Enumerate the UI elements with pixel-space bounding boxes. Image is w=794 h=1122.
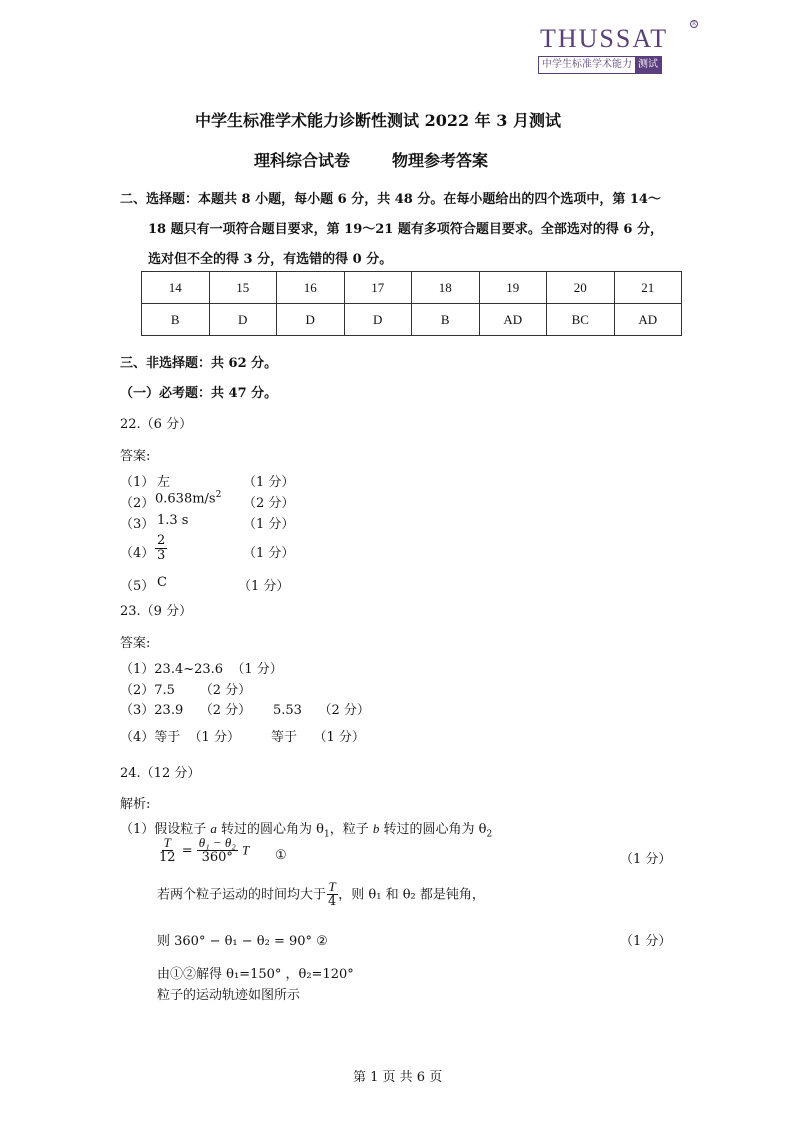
q24-p1-a: （1）假设粒子 xyxy=(120,822,211,837)
q22-a5-points: （1 分） xyxy=(238,579,290,594)
table-cell: D xyxy=(277,304,345,336)
page-footer: 第 1 页 共 6 页 xyxy=(353,1070,443,1085)
table-cell: D xyxy=(209,304,277,336)
logo-wordmark: THUSSAT xyxy=(540,24,669,53)
q22-a2-number: （2） xyxy=(120,496,155,511)
eq1-denominator: 12 xyxy=(159,850,176,866)
q24-label: 解析: xyxy=(120,797,151,812)
q22-a2-exponent: 2 xyxy=(215,490,222,500)
q24-var-a: a xyxy=(210,821,217,836)
q24-title: 24.（12 分） xyxy=(120,766,201,781)
registered-mark-icon: R xyxy=(690,20,698,28)
q24-p2-a: 若两个粒子运动的时间均大于 xyxy=(157,887,327,903)
table-cell: BC xyxy=(547,304,615,336)
required-heading: （一）必考题：共 47 分。 xyxy=(120,386,278,401)
table-cell: 21 xyxy=(614,272,682,304)
table-cell: 15 xyxy=(209,272,277,304)
q22-a4-points: （1 分） xyxy=(243,546,295,561)
q22-a1-points: （1 分） xyxy=(243,475,295,490)
q23-a4-left: （4）等于 （1 分） xyxy=(120,730,240,745)
table-cell: 17 xyxy=(344,272,412,304)
table-cell: 20 xyxy=(547,272,615,304)
q24-p4: 粒子的运动轨迹如图所示 xyxy=(157,988,301,1003)
q22-title: 22.（6 分） xyxy=(120,417,193,432)
page-title: 中学生标准学术能力诊断性测试 2022 年 3 月测试 xyxy=(195,111,561,130)
logo-tagline xyxy=(538,56,662,74)
table-cell: 14 xyxy=(142,272,210,304)
eq1-numerator: T xyxy=(163,835,171,850)
q23-a2: （2）7.5 （2 分） xyxy=(120,683,252,698)
q22-a4-fraction xyxy=(155,534,167,564)
q23-a4-right: 等于 （1 分） xyxy=(271,730,365,745)
q24-p2 xyxy=(157,880,485,910)
q23-a1: （1）23.4~23.6 （1 分） xyxy=(120,662,283,677)
section2-line2: 18 题只有一项符合题目要求，第 19～21 题有多项符合题目要求。全部选对的得 6 分， xyxy=(148,222,663,237)
eq1-right-denominator: 360° xyxy=(201,850,233,866)
q22-a2-value xyxy=(155,490,221,506)
q24-equation-1 xyxy=(157,836,249,866)
table-cell: 19 xyxy=(479,272,547,304)
section3-heading: 三、非选择题：共 62 分。 xyxy=(120,356,278,371)
table-cell: 16 xyxy=(277,272,345,304)
logo-tagline-right: 测试 xyxy=(635,57,661,73)
q22-a3-number: （3） xyxy=(120,517,155,532)
q24-sub2: 2 xyxy=(486,829,493,840)
answer-row xyxy=(142,304,682,336)
subtitle-left: 理科综合试卷 xyxy=(254,151,351,170)
q24-p1-d: 转过的圆心角为 θ xyxy=(379,822,487,837)
eq1-mark: ① xyxy=(275,848,287,863)
q22-a2-points: （2 分） xyxy=(243,496,295,511)
p2-denominator: 4 xyxy=(328,894,337,910)
q24-equation-2: 则 360° − θ₁ − θ₂ = 90° ② xyxy=(157,934,328,949)
q22-a5-value: C xyxy=(157,575,167,590)
section2-line1: 二、选择题：本题共 8 小题，每小题 6 分，共 48 分。在每小题给出的四个选项中，第 14～ xyxy=(120,192,661,207)
q22-answer-label: 答案: xyxy=(120,449,151,464)
question-number-row xyxy=(142,272,682,304)
eq1-tail: T xyxy=(241,842,250,858)
q24-p3: 由①②解得 θ₁=150° ，θ₂=120° xyxy=(157,967,354,982)
table-cell: 18 xyxy=(412,272,480,304)
q23-title: 23.（9 分） xyxy=(120,604,193,619)
section2-line3: 选对但不全的得 3 分，有选错的得 0 分。 xyxy=(148,252,393,267)
fraction-denominator: 3 xyxy=(157,548,166,564)
eq1-right-numerator: θ₁ − θ₂ xyxy=(198,835,236,850)
q22-a1-number: （1） xyxy=(120,475,155,490)
q22-a5-number: （5） xyxy=(120,579,155,594)
table-cell: AD xyxy=(614,304,682,336)
q24-p1-b: 转过的圆心角为 θ xyxy=(216,822,324,837)
q24-sub1: 1 xyxy=(324,829,330,840)
q24-p1-c: ，粒子 xyxy=(329,822,373,837)
q23-a3-right: 5.53 （2 分） xyxy=(273,703,370,718)
table-cell: D xyxy=(344,304,412,336)
q23-a3-left: （3）23.9 （2 分） xyxy=(120,703,252,718)
subtitle-right: 物理参考答案 xyxy=(392,151,489,170)
q22-a4-number: （4） xyxy=(120,546,155,561)
answer-table xyxy=(141,271,682,336)
q22-a1-value: 左 xyxy=(157,475,171,490)
fraction-numerator: 2 xyxy=(157,533,166,548)
q24-var-b: b xyxy=(372,821,380,836)
q22-a3-points: （1 分） xyxy=(243,517,295,532)
eq2-points: （1 分） xyxy=(620,934,672,949)
q22-a3-value: 1.3 s xyxy=(157,513,189,528)
eq1-equals: = xyxy=(181,843,193,859)
table-cell: B xyxy=(142,304,210,336)
eq1-points: （1 分） xyxy=(620,852,672,867)
q22-a2-value-text: 0.638m/s xyxy=(155,491,216,507)
table-cell: B xyxy=(412,304,480,336)
q24-p2-b: ，则 θ₁ 和 θ₂ 都是钝角， xyxy=(338,887,485,903)
p2-numerator: T xyxy=(328,879,336,894)
table-cell: AD xyxy=(479,304,547,336)
logo-tagline-left: 中学生标准学术能力 xyxy=(539,57,635,73)
q23-answer-label: 答案: xyxy=(120,636,151,651)
